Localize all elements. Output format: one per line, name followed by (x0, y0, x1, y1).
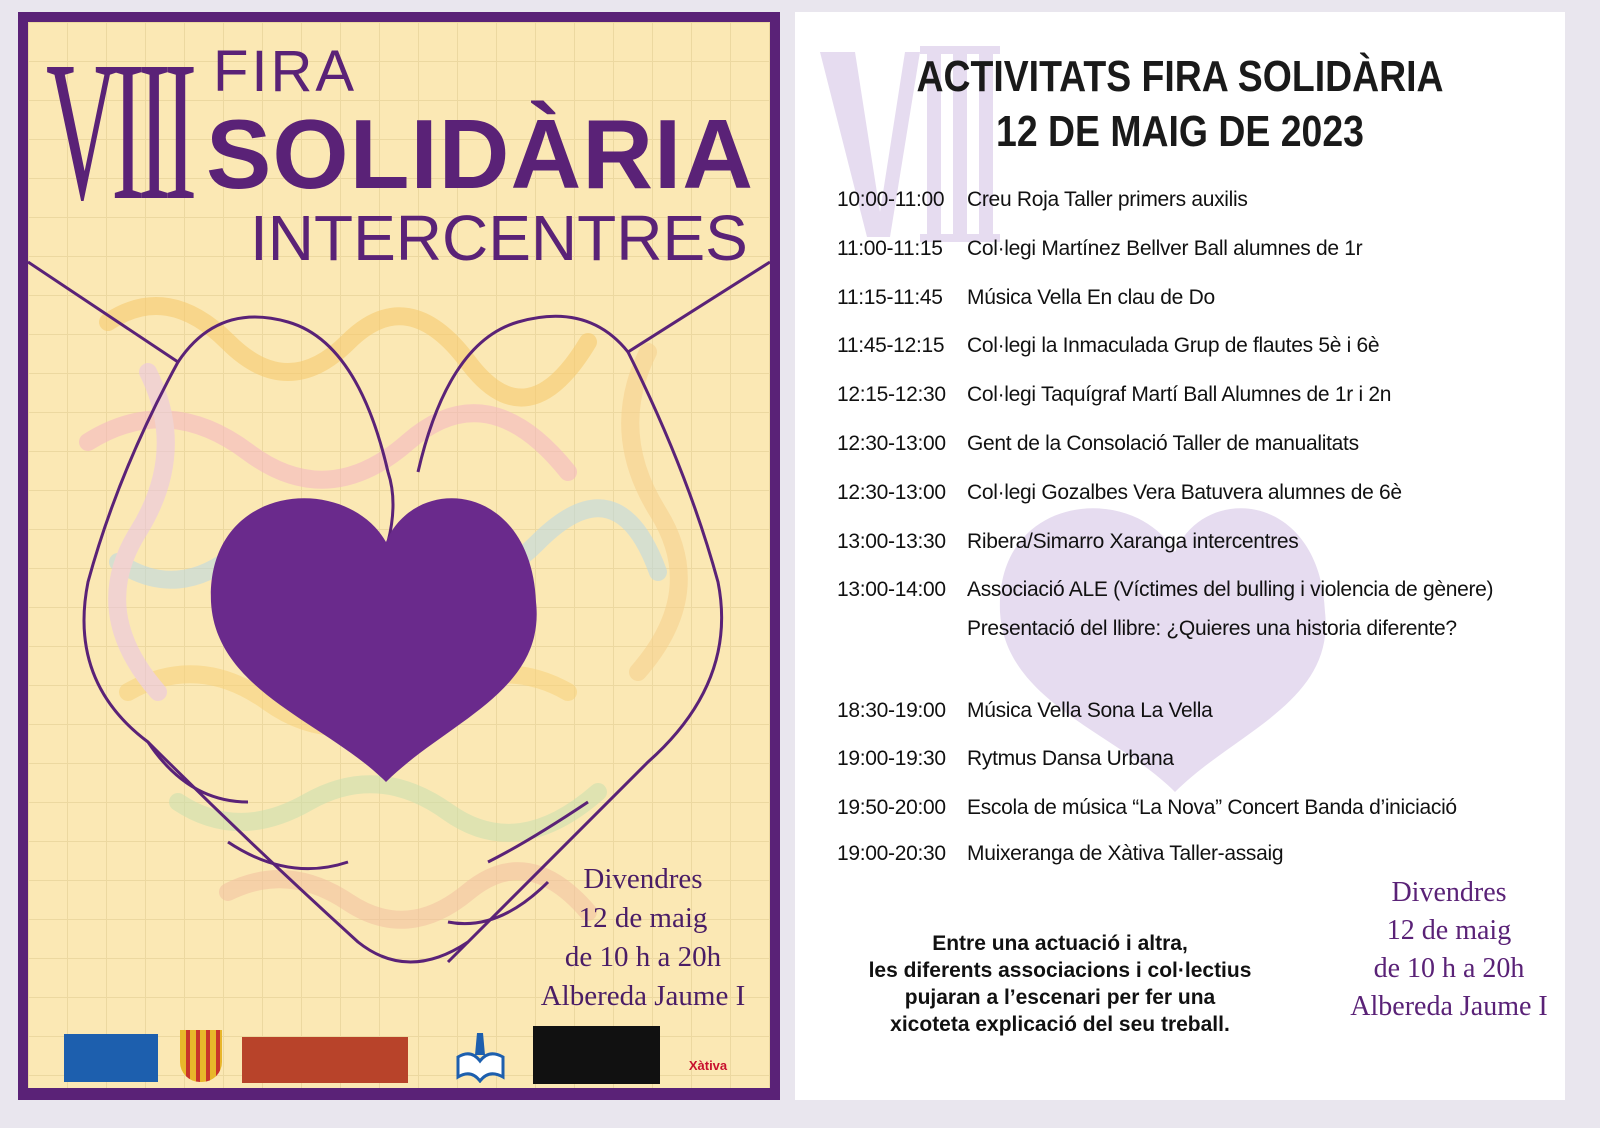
schedule-row (837, 237, 1362, 261)
time: 11:45-12:15 (837, 334, 945, 357)
schedule-row (837, 796, 1457, 820)
poster-background (28, 22, 770, 1088)
schedule-row (837, 432, 1359, 456)
date-line: Divendres (1391, 877, 1507, 908)
time: 19:00-20:30 (837, 842, 946, 865)
time: 13:00-14:00 (837, 578, 946, 601)
note-line: les diferents associacions i col·lectius (868, 959, 1252, 982)
schedule-row (837, 699, 1213, 723)
edition-numeral: VIII (46, 22, 191, 242)
date-line: 12 de maig (578, 902, 708, 934)
poster-title-solidaria: SOLIDÀRIA (206, 99, 754, 209)
poster-title-intercentres: INTERCENTRES (250, 202, 748, 274)
activity-schedule-page (795, 12, 1565, 1100)
note-line: xicoteta explicació del seu treball. (890, 1013, 1230, 1036)
logo-ies (242, 1037, 408, 1083)
date-line: Divendres (583, 863, 703, 895)
schedule-title: ACTIVITATS FIRA SOLIDÀRIA (916, 52, 1444, 101)
time: 12:15-12:30 (837, 383, 946, 406)
date-line: 12 de maig (1386, 915, 1512, 946)
date-line: Albereda Jaume I (540, 980, 746, 1012)
logo-book (453, 1027, 508, 1083)
schedule-row (837, 334, 1379, 358)
schedule-date-block (1340, 874, 1558, 1026)
activity: Gent de la Consolació Taller de manualitats (967, 432, 1359, 455)
activity: Escola de música “La Nova” Concert Banda d’iniciació (967, 796, 1457, 819)
logo-xativa: Xàtiva (688, 1058, 728, 1073)
schedule-row (837, 286, 1215, 310)
schedule-row (837, 530, 1299, 554)
schedule-row (837, 481, 1402, 505)
schedule-row (837, 842, 1283, 866)
time: 11:15-11:45 (837, 286, 943, 309)
schedule-row (837, 188, 1248, 212)
logo-shield (180, 1030, 222, 1082)
time: 19:00-19:30 (837, 747, 946, 770)
date-line: Albereda Jaume I (1350, 991, 1548, 1022)
activity: Associació ALE (Víctimes del bulling i violencia de gènere) (967, 578, 1494, 601)
activity: Creu Roja Taller primers auxilis (967, 188, 1248, 211)
schedule-note (835, 930, 1285, 1038)
activity: Col·legi Martínez Bellver Ball alumnes de 1r (967, 237, 1363, 260)
logo-ceip (64, 1034, 158, 1082)
activity: Col·legi la Inmaculada Grup de flautes 5è i 6è (967, 334, 1380, 357)
note-line: pujaran a l’escenari per fer una (904, 986, 1216, 1009)
activity: Presentació del llibre: ¿Quieres una historia diferente? (967, 617, 1457, 640)
activity: Muixeranga de Xàtiva Taller-assaig (967, 842, 1284, 865)
schedule-row (837, 383, 1391, 407)
time: 12:30-13:00 (837, 432, 946, 455)
activity: Rytmus Dansa Urbana (967, 747, 1174, 770)
note-line: Entre una actuació i altra, (932, 932, 1188, 955)
poster-title-fira: FIRA (213, 39, 358, 104)
schedule-row-continuation (837, 617, 1457, 641)
time: 19:50-20:00 (837, 796, 946, 819)
activity: Col·legi Taquígraf Martí Ball Alumnes de 1r i 2n (967, 383, 1392, 406)
activity: Música Vella En clau de Do (967, 286, 1215, 309)
poster-date-block (528, 860, 758, 1016)
schedule-row (837, 578, 1493, 602)
activity: Col·legi Gozalbes Vera Batuvera alumnes de 6è (967, 481, 1402, 504)
activity: Música Vella Sona La Vella (967, 699, 1213, 722)
heart-icon (211, 498, 537, 782)
schedule-row (837, 747, 1174, 771)
time: 10:00-11:00 (837, 188, 945, 211)
time: 13:00-13:30 (837, 530, 946, 553)
activity: Ribera/Simarro Xaranga intercentres (967, 530, 1299, 553)
schedule-subtitle: 12 DE MAIG DE 2023 (996, 107, 1364, 156)
sponsor-logos (28, 1022, 770, 1088)
date-line: de 10 h a 20h (564, 941, 722, 973)
event-poster (18, 12, 780, 1100)
date-line: de 10 h a 20h (1373, 953, 1525, 984)
logo-gir (533, 1026, 660, 1084)
time: 11:00-11:15 (837, 237, 943, 260)
time: 18:30-19:00 (837, 699, 946, 722)
time: 12:30-13:00 (837, 481, 946, 504)
